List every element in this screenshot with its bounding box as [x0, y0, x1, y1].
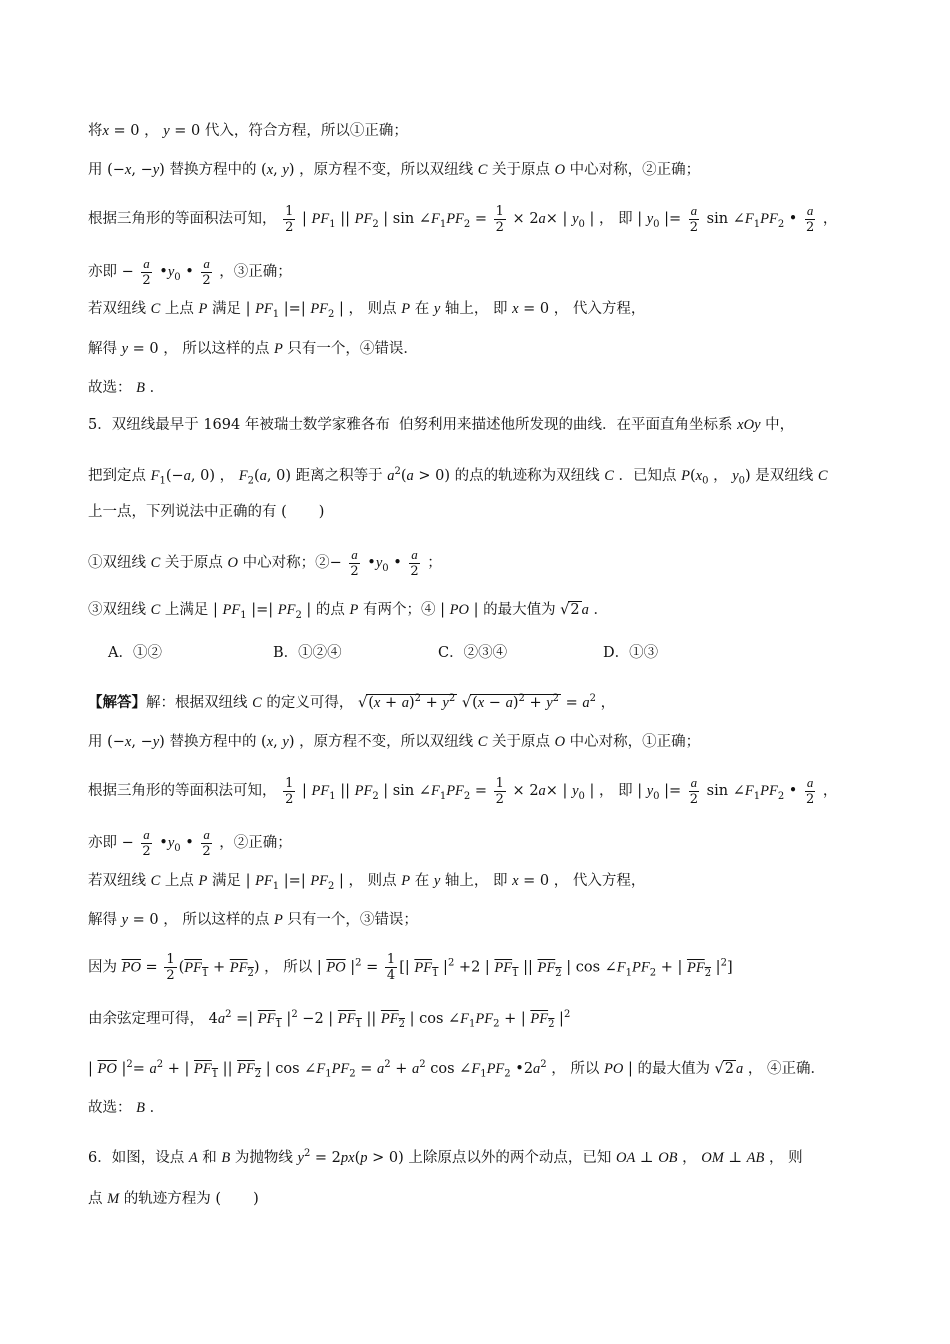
option-c: C．②③④	[438, 645, 508, 661]
text-line: 解得 y = 0 ， 所以这样的点 P 只有一个，④错误．	[88, 341, 418, 357]
text-line: 将x = 0 ， y = 0 代入，符合方程，所以①正确；	[88, 123, 408, 139]
text-line: 把到定点 $F_1(-a$, 0) ， $F_2(a$, 0) 距离之积等于 $a^2(a > 0)$ 的点的轨迹称为双纽线 C ．已知点 $P(x_0$ ， $y_0$) 是双纽线 C	[88, 466, 828, 487]
text-line: 解得 y = 0 ， 所以这样的点 P 只有一个，③错误；	[88, 912, 418, 928]
text-line: 若双纽线 C 上点 P 满足 | $PF_1$ |=| $PF_2$ | ， 则点 P 在 y 轴上， 即 x = 0 ， 代入方程，	[88, 301, 646, 320]
text-line: 上一点，下列说法中正确的有 ( )	[88, 504, 325, 520]
answer-options	[108, 642, 890, 664]
text-line: 根据三角形的等面积法可知， $\frac{1}{2}$ | $PF_1$ || $PF_2$ | $\sin \angle F_1PF_2$ = $\frac{1}{2}$ × 2a× | $y_0$ | ， 即 | $y_0$ |= $\frac{a}{2}$ $\sin \angle F_1PF_2$ • $\frac{a}{2}$ ，	[88, 203, 838, 235]
text-line: 若双纽线 C 上点 P 满足 | $PF_1$ |=| $PF_2$ | ， 则点 P 在 y 轴上， 即 x = 0 ， 代入方程，	[88, 873, 646, 892]
text-line: 故选： B ．	[88, 380, 165, 396]
problem-5-statement: 5．双纽线最早于 1694 年被瑞士数学家雅各布 伯努利用来描述他所发现的曲线．在平面直角坐标系 xOy 中，	[88, 417, 795, 433]
text-line: 由余弦定理可得， $4a^2$ =| $PF_1$ $|^2 -2$ | $PF_1$ || $PF_2$ | $\cos \angle F_1PF_2$ + | $PF_2$ $|^2$	[88, 1009, 571, 1030]
text-line: 亦即 − $\frac{a}{2}$ $•y_0$ • $\frac{a}{2}$ ，③正确；	[88, 256, 292, 288]
text-line: 根据三角形的等面积法可知， $\frac{1}{2}$ | $PF_1$ || $PF_2$ | $\sin \angle F_1PF_2$ = $\frac{1}{2}$ × 2a× | $y_0$ | ， 即 | $y_0$ |= $\frac{a}{2}$ $\sin \angle F_1PF_2$ • $\frac{a}{2}$ ，	[88, 775, 838, 807]
text-line: | $\overline{PO}$ $|^2= a^2$ + | $PF_1$ || $PF_2$ | $\cos \angle F_1PF_2 = a^2 + a^2$ $\cos \angle F_1PF_2$ $•2a^2$ ， 所以 PO | 的最大值为 √2 a ， ④正确．	[88, 1059, 825, 1080]
text-line: 故选： B ．	[88, 1100, 165, 1116]
text-line: 用 (−x, −y) 替换方程中的 (x, y) ，原方程不变，所以双纽线 C 关于原点 O 中心对称，①正确；	[88, 734, 701, 750]
option-d: D．①③	[603, 645, 659, 661]
text-line: 点 M 的轨迹方程为 ( )	[88, 1191, 259, 1207]
text-line: ①双纽线 C 关于原点 O 中心对称；②− $\frac{a}{2}$ $•y_0$ • $\frac{a}{2}$ ；	[88, 547, 442, 579]
option-b: B．①②④	[273, 645, 342, 661]
problem-6-statement: 6．如图，设点 A 和 B 为抛物线 $y^2 = 2px(p > 0)$ 上除原点以外的两个动点，已知 OA ⊥ OB ， OM ⊥ AB ， 则	[88, 1148, 803, 1166]
solution-start: 【解答】解：根据双纽线 C 的定义可得， $√(x + a)^2 + y^2$ $√(x - a)^2 + y^2 = a^2$ ，	[88, 693, 616, 711]
text-line: 因为 $\overline{PO}$ = $\frac{1}{2}$ $(PF_1 + PF_2)$ ， 所以 | $\overline{PO}$ $|^2$ = $\frac{1}{4}$ [| $PF_1$ $|^2 +2$ | $PF_1$ || $PF_2$ | $\cos \angle F_1PF_2$ + | $PF_2$ $|^2$]	[88, 952, 733, 983]
option-a: A．①②	[108, 645, 162, 661]
text-line: ③双纽线 C 上满足 | $PF_1$ |=| $PF_2$ | 的点 P 有两个；④ | PO | 的最大值为 √2 a ．	[88, 602, 609, 621]
text-line: 亦即 − $\frac{a}{2}$ $•y_0$ • $\frac{a}{2}$ ，②正确；	[88, 827, 292, 859]
text-line: 用 (−x, −y) 替换方程中的 (x, y) ，原方程不变，所以双纽线 C 关于原点 O 中心对称，②正确；	[88, 162, 701, 178]
